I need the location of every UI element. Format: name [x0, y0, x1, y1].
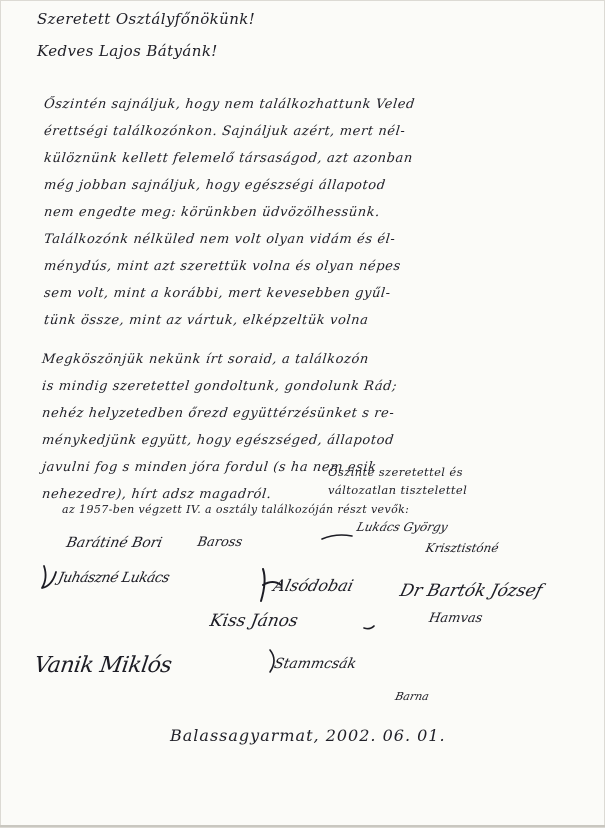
paragraph1-line: nem engedte meg: körünkben üdvözölhessünk.	[43, 205, 381, 220]
svg-text:Juhászné Lukács: Juhászné Lukács	[56, 570, 171, 586]
signature	[196, 528, 270, 556]
paragraph2-line: javulni fog s minden jóra fordul (s ha nem esik	[41, 460, 378, 475]
paragraph2-line: is mindig szeretettel gondoltunk, gondolunk Rád;	[41, 379, 398, 394]
paragraph2-line: nehezedre), hírt adsz magadról.	[41, 487, 273, 502]
signature	[32, 640, 238, 684]
svg-text:Barna: Barna	[393, 690, 431, 703]
svg-text:Krisztistóné: Krisztistóné	[424, 541, 500, 555]
salutation-line-2: Kedves Lajos Bátyánk!	[37, 42, 218, 60]
paragraph2-line: nehéz helyzetedben őrezd együttérzésünket s re-	[41, 406, 396, 421]
signature	[64, 527, 180, 557]
signature	[40, 560, 240, 596]
signature	[427, 602, 522, 632]
paragraph1-line: külöznünk kellett felemelő társaságod, azt azonban	[43, 151, 414, 166]
svg-text:Barátiné Bori: Barátiné Bori	[64, 535, 164, 551]
paragraph1-line: Őszintén sajnáljuk, hogy nem találkozhattunk Veled	[43, 97, 416, 112]
svg-text:Vanik Miklós: Vanik Miklós	[32, 652, 174, 678]
paragraph1-line: érettségi találkozónkon. Sajnáljuk azért, mert nél-	[43, 124, 407, 139]
svg-text:Lukács György: Lukács György	[355, 520, 450, 534]
paragraph1-line: sem volt, mint a korábbi, mert kevesebben gyűl-	[43, 286, 392, 301]
paragraph1-line: Találkozónk nélküled nem volt olyan vidám és él-	[43, 232, 397, 247]
svg-text:Alsódobai: Alsódobai	[271, 576, 356, 595]
salutation-line-1: Szeretett Osztályfőnökünk!	[37, 10, 256, 28]
paragraph1-line: ménydús, mint azt szerettük volna és olyan népes	[43, 259, 402, 274]
svg-text:Baross: Baross	[196, 535, 244, 550]
svg-text:Hamvas: Hamvas	[427, 611, 484, 626]
closing-line-2: változatlan tisztelettel	[328, 483, 468, 497]
svg-text:Kiss János: Kiss János	[208, 611, 300, 631]
signature	[268, 646, 388, 680]
paragraph1-line: még jobban sajnáljuk, hogy egészségi állapotod	[43, 178, 387, 193]
signature	[393, 684, 488, 708]
signature	[208, 598, 384, 638]
paragraph2-line: Megköszönjük nekünk írt soraid, a találkozón	[41, 352, 370, 367]
svg-text:Stammcsák: Stammcsák	[272, 656, 358, 672]
signatories-line: az 1957-ben végzett IV. a osztály találkozóján részt vevők:	[62, 503, 410, 516]
signature	[320, 515, 450, 545]
place-and-date: Balassagyarmat, 2002. 06. 01.	[170, 726, 446, 745]
paragraph1-line: tünk össze, mint az vártuk, elképzeltük volna	[43, 313, 370, 328]
paragraph2-line: ménykedjünk együtt, hogy egészséged, állapotod	[41, 433, 395, 448]
signature	[424, 536, 538, 562]
closing-line-1: Őszinte szeretettel és	[328, 465, 463, 479]
svg-text:Dr Bartók József: Dr Bartók József	[397, 581, 545, 601]
